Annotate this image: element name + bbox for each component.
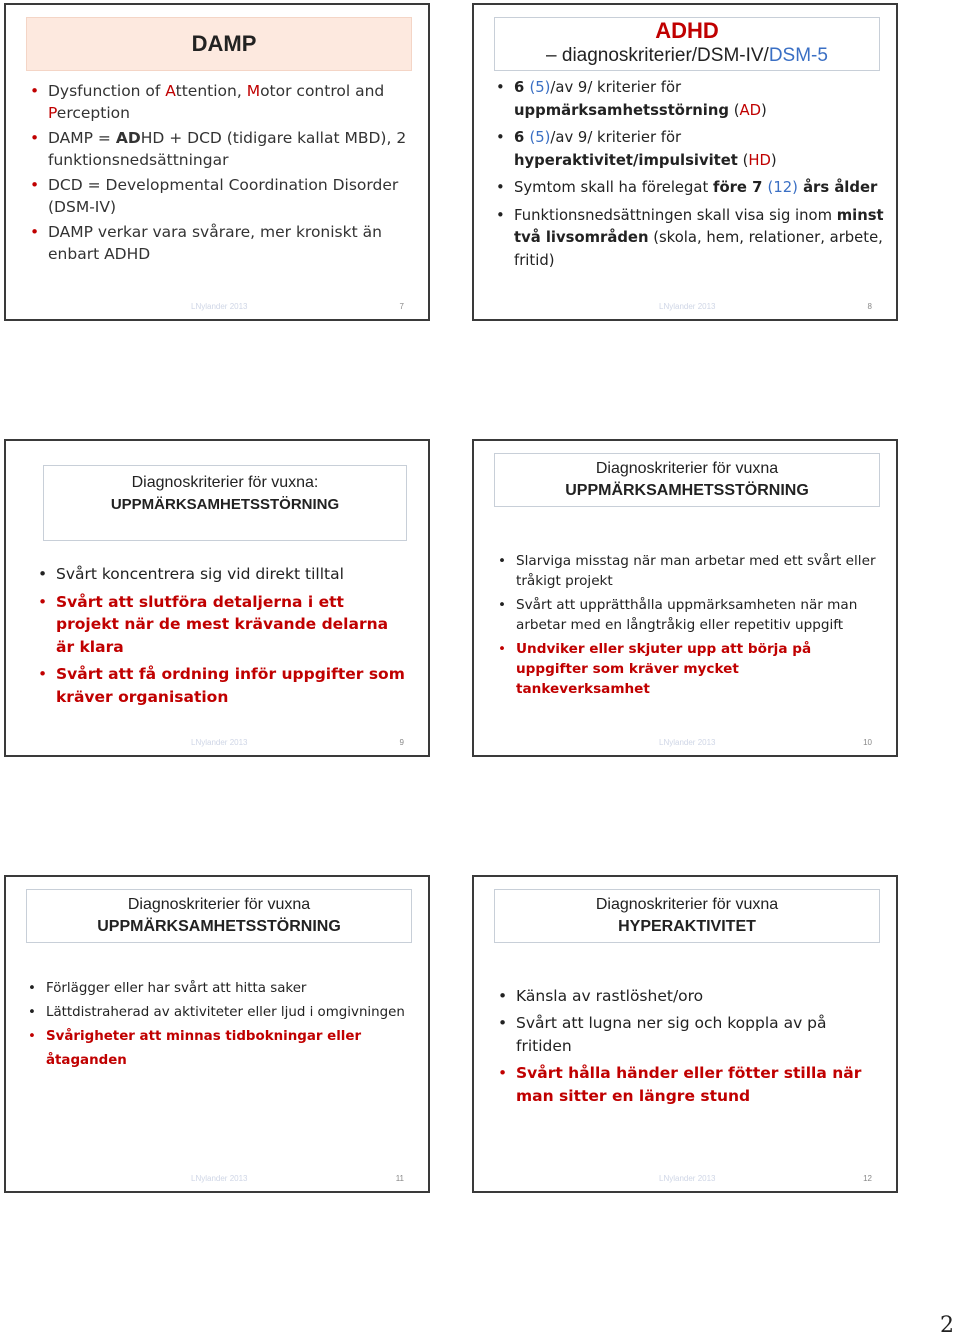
bullet-text: AD	[739, 101, 762, 119]
bullet-text: (skola, hem, relationer, arbete, fritid)	[514, 229, 883, 269]
bullet-text: DCD = Developmental Coordination Disorder (DSM-IV)	[48, 176, 399, 216]
bullet-text: Förlägger eller har svårt att hitta saker	[46, 981, 307, 996]
slide-subtitle	[495, 44, 879, 68]
slide-9	[4, 439, 430, 757]
list-item	[496, 551, 876, 591]
slide-title-box	[26, 889, 412, 943]
slide-title-box	[494, 889, 880, 943]
bullet-list	[496, 551, 876, 703]
slide-subtitle: UPPMÄRKSAMHETSSTÖRNING	[565, 482, 809, 499]
subtitle-part: – diagnoskriterier/DSM-IV/	[546, 45, 769, 66]
slide-number: 7	[399, 302, 404, 311]
list-item	[496, 639, 876, 699]
footer-author: LNylander 2013	[659, 302, 716, 311]
list-item	[496, 1062, 876, 1108]
bullet-text: HD	[748, 151, 771, 169]
bullet-text: otor control and	[260, 82, 385, 100]
list-item	[28, 175, 408, 218]
list-item	[494, 77, 894, 122]
bullet-icon: •	[38, 565, 48, 583]
bullet-text: M	[246, 82, 261, 100]
slide-title: Diagnoskriterier för vuxna	[595, 460, 779, 477]
bullet-icon: •	[30, 223, 40, 241]
bullet-icon: •	[498, 597, 507, 613]
footer-author: LNylander 2013	[191, 302, 248, 311]
slide-subtitle: UPPMÄRKSAMHETSSTÖRNING	[97, 918, 341, 935]
bullet-icon: •	[28, 1029, 36, 1044]
bullet-icon: •	[28, 1005, 36, 1020]
bullet-icon: •	[498, 987, 508, 1005]
subtitle-highlight: DSM-5	[768, 45, 828, 66]
bullet-icon: •	[496, 206, 505, 224]
bullet-icon: •	[496, 79, 505, 96]
footer-author: LNylander 2013	[659, 738, 716, 747]
bullet-text: DAMP =	[48, 129, 116, 147]
page-number: 2	[940, 1313, 954, 1338]
bullet-text: Symtom skall ha förelegat	[514, 179, 713, 196]
slide-number: 12	[863, 1174, 872, 1183]
bullet-icon: •	[498, 1064, 508, 1082]
bullet-text: ttention,	[175, 82, 247, 100]
footer-author: LNylander 2013	[191, 738, 248, 747]
list-item	[496, 595, 876, 635]
bullet-text: Svårt att få ordning inför uppgifter som kräver organisation	[56, 665, 405, 706]
list-item	[26, 1025, 426, 1073]
bullet-text: Känsla av rastlöshet/oro	[516, 987, 704, 1005]
bullet-text: Svårt att upprätthålla uppmärksamheten när man arbetar med en långtråkig eller repetitiv uppgift	[516, 597, 858, 633]
slide-number: 10	[863, 738, 872, 747]
slide-7	[4, 3, 430, 321]
bullet-text: 6	[514, 79, 530, 96]
list-item	[28, 128, 408, 171]
slide-8	[472, 3, 898, 321]
bullet-text: P	[48, 103, 57, 122]
bullet-text: )	[761, 101, 767, 119]
bullet-text: Dysfunction of	[48, 82, 166, 100]
bullet-text: 6	[514, 129, 530, 146]
bullet-text: Svårt hålla händer eller fötter stilla när man sitter en längre stund	[516, 1064, 862, 1105]
bullet-text: /av 9/ kriterier för	[550, 79, 682, 96]
slide-title-box	[494, 17, 880, 71]
bullet-text: hyperaktivitet/impulsivitet	[514, 151, 738, 169]
bullet-list	[494, 77, 894, 277]
slide-title: Diagnoskriterier för vuxna:	[131, 474, 319, 491]
slide-number: 11	[395, 1174, 404, 1183]
bullet-list	[28, 81, 408, 269]
slide-title: Diagnoskriterier för vuxna	[595, 896, 779, 913]
bullet-text: Svårt att slutföra detaljerna i ett projekt när de mest krävande delarna är klara	[56, 592, 389, 656]
list-item	[494, 177, 894, 200]
bullet-text: års ålder	[797, 179, 878, 196]
bullet-icon: •	[30, 82, 40, 100]
bullet-text: före 7	[713, 179, 768, 196]
bullet-text: )	[770, 151, 777, 169]
bullet-text: minst två livsområden	[514, 206, 884, 246]
bullet-icon: •	[498, 641, 507, 657]
bullet-text: /av 9/ kriterier för	[550, 129, 682, 146]
bullet-text: Svårt att lugna ner sig och koppla av på fritiden	[516, 1014, 827, 1055]
slide-title: DAMP	[191, 31, 257, 56]
bullet-text: (5)	[529, 129, 551, 146]
list-item	[36, 591, 406, 659]
bullet-text: (12)	[767, 179, 798, 196]
bullet-list	[26, 977, 426, 1073]
bullet-text: (5)	[529, 79, 551, 96]
list-item	[496, 985, 876, 1008]
bullet-icon: •	[28, 981, 36, 996]
list-item	[36, 663, 406, 708]
bullet-icon: •	[496, 179, 505, 196]
bullet-text: Lättdistraherad av aktiviteter eller ljud i omgivningen	[46, 1005, 405, 1020]
bullet-icon: •	[38, 592, 48, 611]
bullet-text: erception	[56, 103, 130, 122]
footer-author: LNylander 2013	[659, 1174, 716, 1183]
bullet-icon: •	[30, 129, 40, 147]
list-item	[36, 563, 406, 586]
list-item	[494, 127, 894, 172]
slide-title: Diagnoskriterier för vuxna	[127, 896, 311, 913]
slide-11	[4, 875, 430, 1193]
bullet-icon: •	[498, 553, 507, 569]
slide-title-box	[494, 453, 880, 507]
bullet-text: Svårt koncentrera sig vid direkt tilltal	[56, 565, 344, 583]
bullet-text: Funktionsnedsättningen skall visa sig inom	[514, 206, 837, 224]
bullet-text: HD + DCD (tidigare kallat MBD), 2 funktionsnedsättningar	[48, 129, 407, 169]
list-item	[26, 977, 426, 1001]
slide-title-box	[43, 465, 407, 541]
footer-author: LNylander 2013	[191, 1174, 248, 1183]
list-item	[28, 81, 408, 124]
bullet-icon: •	[38, 665, 48, 683]
bullet-text: A	[165, 82, 176, 100]
bullet-text: (	[729, 101, 740, 119]
bullet-icon: •	[496, 129, 505, 146]
bullet-text: Slarviga misstag när man arbetar med ett svårt eller tråkigt projekt	[516, 553, 876, 589]
bullet-list	[36, 563, 406, 713]
bullet-icon: •	[498, 1014, 508, 1032]
slide-subtitle: HYPERAKTIVITET	[618, 918, 756, 935]
bullet-icon: •	[30, 176, 40, 194]
list-item	[494, 205, 894, 273]
bullet-text: (	[737, 151, 749, 169]
list-item	[28, 222, 408, 265]
slide-12	[472, 875, 898, 1193]
slide-10	[472, 439, 898, 757]
bullet-text: DAMP verkar vara svårare, mer kroniskt än enbart ADHD	[48, 223, 382, 263]
slide-number: 8	[867, 302, 872, 311]
bullet-text: Svårigheter att minnas tidbokningar eller åtaganden	[46, 1029, 362, 1068]
bullet-text: Undviker eller skjuter upp att börja på uppgifter som kräver mycket tankeverksamhet	[516, 641, 812, 697]
slide-subtitle: UPPMÄRKSAMHETSSTÖRNING	[110, 496, 340, 513]
slide-title: ADHD	[655, 18, 719, 43]
list-item	[496, 1012, 876, 1058]
bullet-list	[496, 985, 876, 1112]
slide-title-box	[26, 17, 412, 71]
bullet-text: uppmärksamhetsstörning	[514, 101, 729, 119]
slide-number: 9	[399, 738, 404, 747]
bullet-text: AD	[115, 129, 141, 147]
list-item	[26, 1001, 426, 1025]
